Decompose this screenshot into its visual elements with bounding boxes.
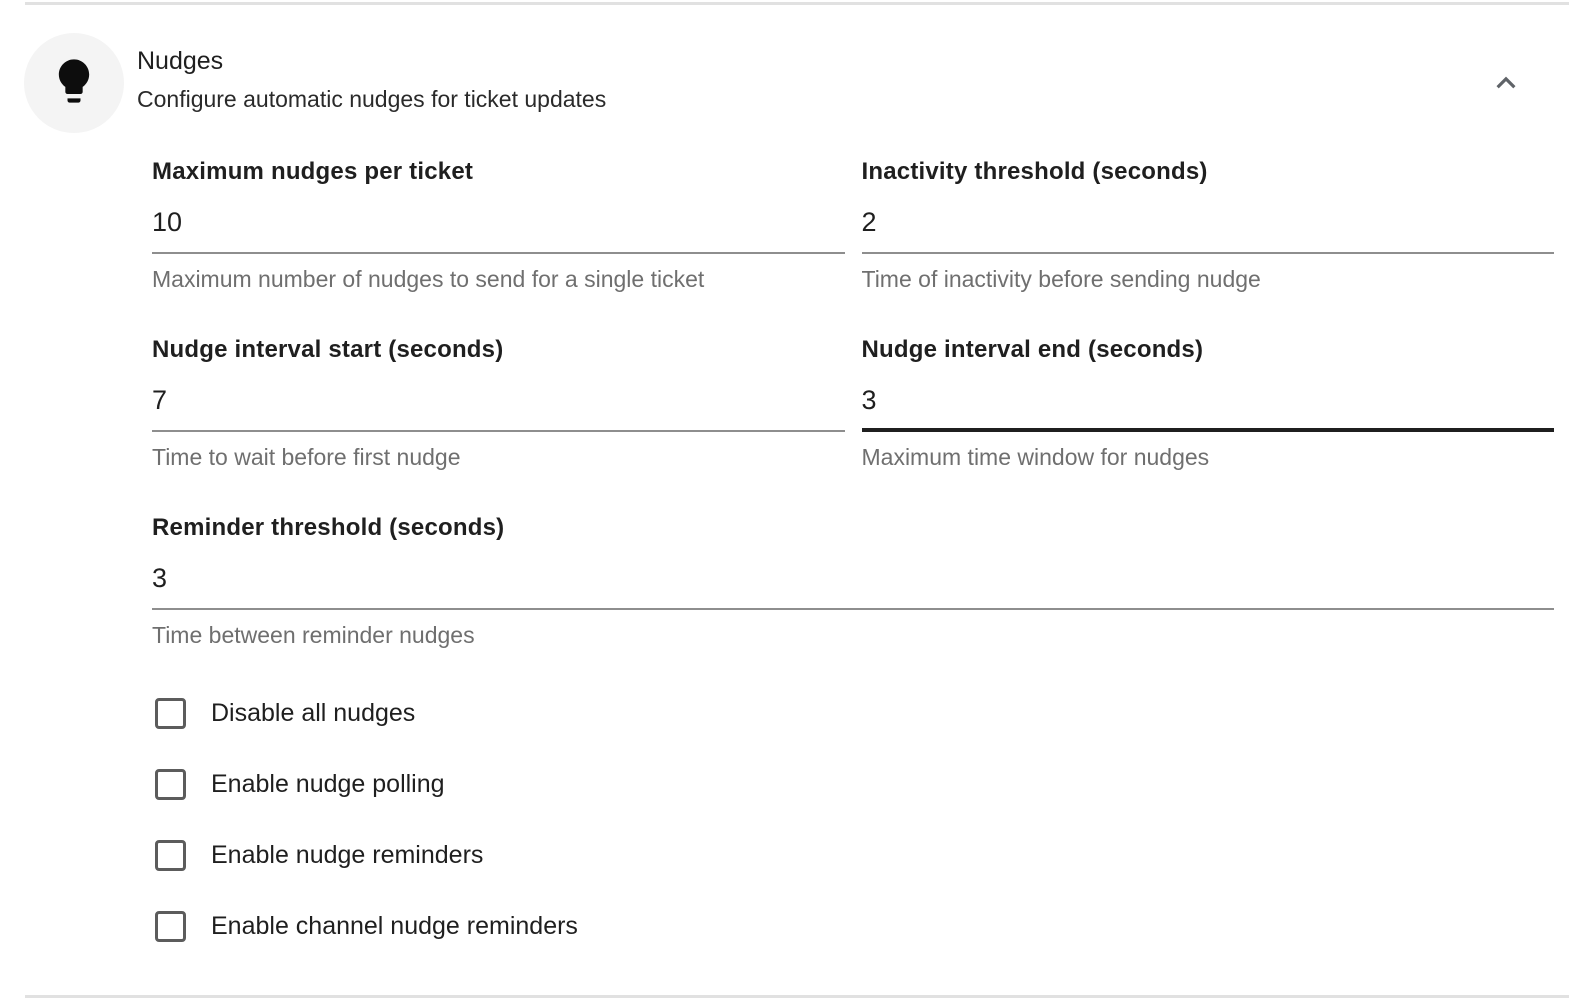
inactivity-threshold-input[interactable] bbox=[862, 206, 1555, 254]
header-text bbox=[137, 33, 606, 115]
reminder-threshold-input[interactable] bbox=[152, 562, 1554, 610]
field-reminder-threshold bbox=[152, 514, 1554, 648]
field-label: Reminder threshold (seconds) bbox=[152, 514, 505, 541]
field-nudge-interval-end bbox=[862, 336, 1555, 470]
field-maximum-nudges-per-ticket bbox=[152, 158, 845, 292]
disable-all-nudges-checkbox[interactable] bbox=[155, 698, 186, 729]
checkbox-label: Enable nudge polling bbox=[211, 770, 445, 798]
enable-channel-nudge-reminders-row[interactable] bbox=[155, 911, 578, 942]
enable-nudge-reminders-row[interactable] bbox=[155, 840, 483, 871]
field-helper-text: Maximum time window for nudges bbox=[861, 444, 1210, 470]
field-helper-text: Time to wait before first nudge bbox=[152, 444, 461, 470]
field-label: Maximum nudges per ticket bbox=[152, 158, 474, 185]
chevron-up-icon bbox=[1487, 64, 1525, 105]
checkbox-label: Disable all nudges bbox=[211, 699, 416, 727]
nudge-interval-start-input[interactable] bbox=[152, 384, 845, 432]
field-helper-text: Maximum number of nudges to send for a single ticket bbox=[152, 266, 705, 292]
field-helper-text: Time between reminder nudges bbox=[152, 622, 475, 648]
lightbulb-icon bbox=[48, 55, 100, 112]
maximum-nudges-per-ticket-input[interactable] bbox=[152, 206, 845, 254]
nudges-toggles-list bbox=[155, 698, 1554, 942]
checkbox-label: Enable channel nudge reminders bbox=[211, 912, 578, 940]
nudge-interval-end-input[interactable] bbox=[862, 384, 1555, 432]
field-inactivity-threshold bbox=[862, 158, 1555, 292]
enable-nudge-reminders-checkbox[interactable] bbox=[155, 840, 186, 871]
disable-all-nudges-row[interactable] bbox=[155, 698, 415, 729]
field-label: Nudge interval end (seconds) bbox=[861, 336, 1204, 363]
section-avatar bbox=[24, 33, 124, 133]
checkbox-label: Enable nudge reminders bbox=[211, 841, 484, 869]
section-bottom-divider bbox=[25, 995, 1569, 998]
section-title: Nudges bbox=[137, 47, 224, 75]
field-label: Nudge interval start (seconds) bbox=[152, 336, 504, 363]
nudges-section-header bbox=[0, 0, 1594, 133]
field-label: Inactivity threshold (seconds) bbox=[861, 158, 1208, 185]
field-nudge-interval-start bbox=[152, 336, 845, 470]
section-subtitle: Configure automatic nudges for ticket updates bbox=[137, 86, 607, 112]
enable-channel-nudge-reminders-checkbox[interactable] bbox=[155, 911, 186, 942]
enable-nudge-polling-checkbox[interactable] bbox=[155, 769, 186, 800]
enable-nudge-polling-row[interactable] bbox=[155, 769, 445, 800]
collapse-section-button[interactable] bbox=[1484, 62, 1528, 106]
nudges-settings-form bbox=[152, 158, 1554, 648]
field-helper-text: Time of inactivity before sending nudge bbox=[861, 266, 1261, 292]
